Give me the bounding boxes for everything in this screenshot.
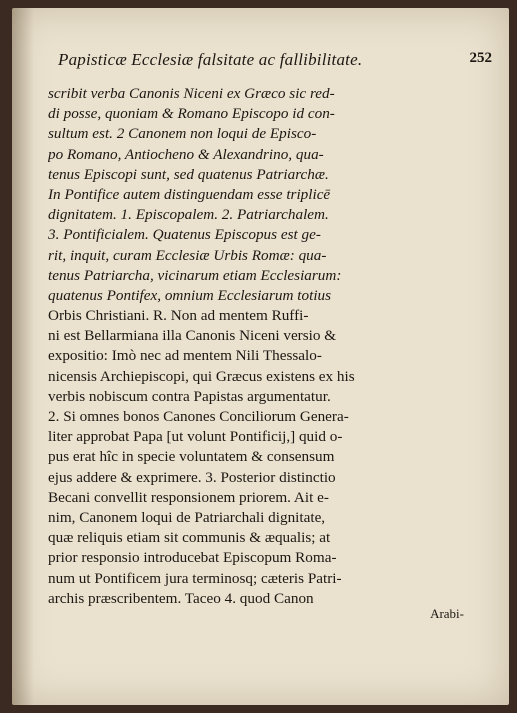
text-line: 3. Pontificialem. Quatenus Episcopus est ge- xyxy=(48,226,321,244)
text-line: nicensis Archiepiscopi, qui Græcus existens ex his xyxy=(48,367,355,385)
running-title: Papisticæ Ecclesiæ falsitate ac fallibilitate. xyxy=(58,50,363,69)
text-line: num ut Pontificem jura terminosq; cæteris Patri- xyxy=(48,569,342,587)
text-line: di posse, quoniam & Romano Episcopo id con- xyxy=(48,105,335,123)
text-line: rit, inquit, curam Ecclesiæ Urbis Romæ: qua- xyxy=(48,246,327,264)
text-line: expositio: Imò nec ad mentem Nili Thessalo- xyxy=(48,347,322,365)
text-line: nim, Canonem loqui de Patriarchali dignitate, xyxy=(48,508,326,526)
text-line: Orbis Christiani. R. Non ad mentem Ruffi- xyxy=(48,307,309,325)
text-line: tenus Episcopi sunt, sed quatenus Patriarchæ. xyxy=(48,165,329,183)
page-number: 252 xyxy=(469,50,492,66)
text-line: ejus addere & exprimere. 3. Posterior distinctio xyxy=(48,468,336,486)
text-line: sultum est. 2 Canonem non loqui de Episco- xyxy=(48,125,317,143)
page-header xyxy=(52,50,492,76)
text-line: quæ reliquis etiam sit communis & æqualis; at xyxy=(48,529,331,547)
page-gutter-shadow xyxy=(12,8,34,705)
text-line: verbis nobiscum contra Papistas argumentatur. xyxy=(48,387,331,405)
text-line: po Romano, Antiocheno & Alexandrino, qua- xyxy=(48,145,324,163)
text-line: prior responsio introducebat Episcopum Roma- xyxy=(48,549,337,567)
book-page xyxy=(12,8,509,705)
text-line: tenus Patriarcha, vicinarum etiam Ecclesiarum: xyxy=(48,266,342,284)
text-line: Becani convellit responsionem priorem. Ait e- xyxy=(48,488,329,506)
text-line: In Pontifice autem distinguendam esse triplicē xyxy=(48,185,331,203)
text-line: scribit verba Canonis Niceni ex Græco sic red- xyxy=(48,85,335,102)
catchword: Arabi- xyxy=(430,606,464,621)
text-line: quatenus Pontifex, omnium Ecclesiarum totius xyxy=(48,286,332,304)
text-line: pus erat hîc in specie voluntatem & consensum xyxy=(48,448,335,466)
text-line: ni est Bellarmiana illa Canonis Niceni versio & xyxy=(48,327,337,345)
text-line: dignitatem. 1. Episcopalem. 2. Patriarchalem. xyxy=(48,206,329,224)
text-line: liter approbat Papa [ut volunt Pontificij,] quid o- xyxy=(48,428,343,446)
text-line: archis præscribentem. Taceo 4. quod Canon xyxy=(48,589,314,607)
text-line: 2. Si omnes bonos Canones Conciliorum Genera- xyxy=(48,408,349,425)
text-body xyxy=(48,84,468,609)
